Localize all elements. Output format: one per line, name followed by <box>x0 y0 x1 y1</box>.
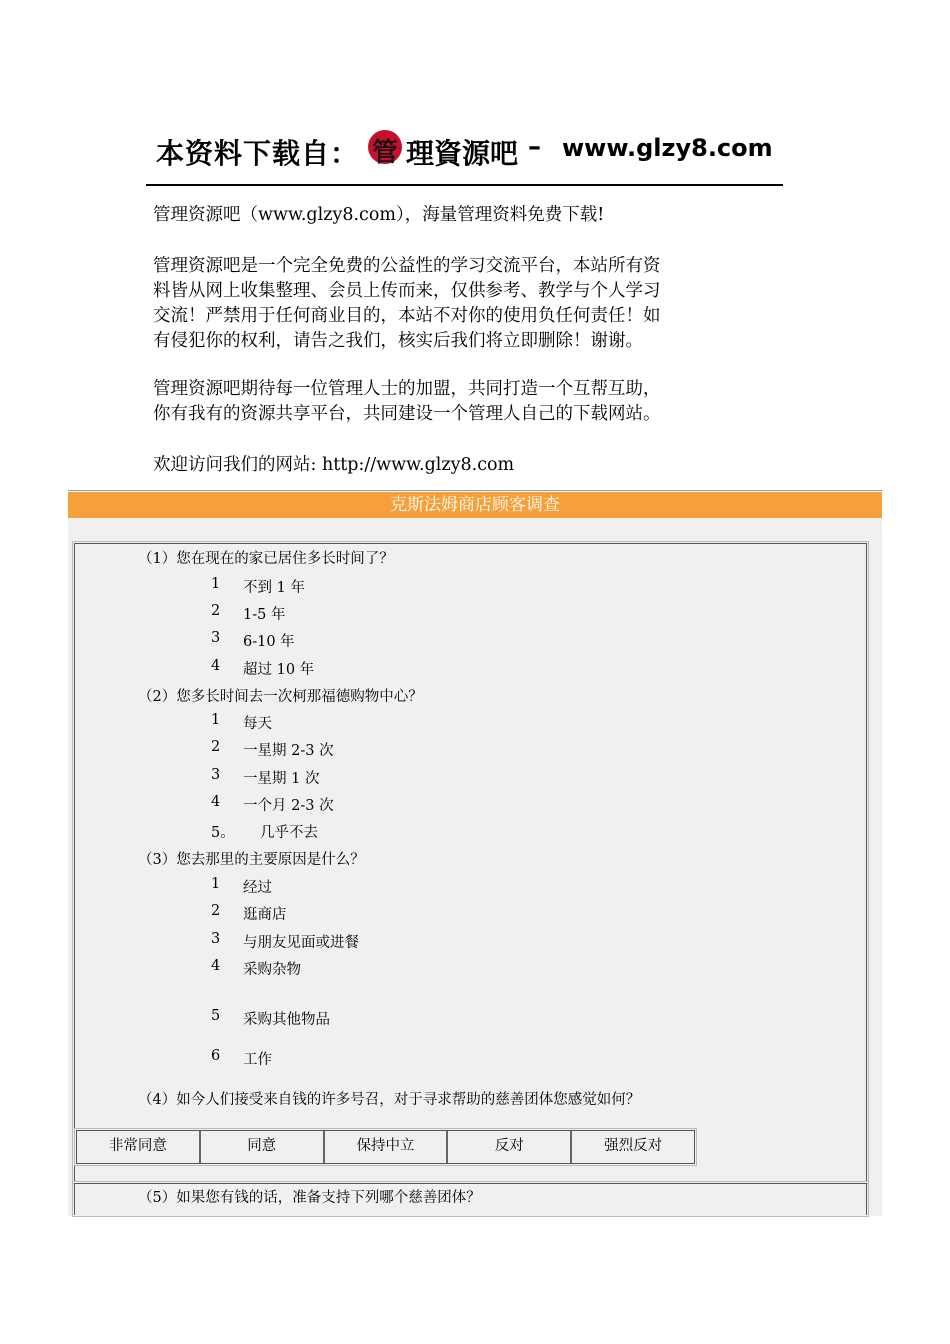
q2-option-label[interactable]: 每天 <box>243 716 272 732</box>
q1-option-label[interactable]: 6-10 年 <box>243 634 295 650</box>
q3-option-num: 4 <box>211 958 221 974</box>
question-2: （2）您多长时间去一次柯那福德购物中心？ <box>138 689 423 705</box>
q3-option-num: 3 <box>211 931 221 947</box>
scale-disagree[interactable]: 反对 <box>448 1131 572 1163</box>
question-4: （4）如今人们接受来自钱的许多号召，对于寻求帮助的慈善团体您感觉如何？ <box>138 1092 641 1108</box>
intro-p2-line: 料皆从网上收集整理、会员上传而来，仅供参考、教学与个人学习 <box>153 281 661 301</box>
q2-option-num: 5。 <box>211 825 235 841</box>
intro-p2-line: 有侵犯你的权利，请告之我们，核实后我们将立即删除！谢谢。 <box>153 331 643 351</box>
intro-p3-line: 你有我有的资源共享平台，共同建设一个管理人自己的下载网站。 <box>153 404 661 424</box>
header-divider <box>146 184 783 186</box>
q3-option-label[interactable]: 与朋友见面或进餐 <box>243 935 359 951</box>
q3-option-num: 5 <box>211 1008 221 1024</box>
q4-likert-scale <box>76 1130 695 1164</box>
q2-option-num: 2 <box>211 739 221 755</box>
q3-option-label[interactable]: 采购其他物品 <box>243 1012 330 1028</box>
question-5: （5）如果您有钱的话，准备支持下列哪个慈善团体？ <box>138 1190 481 1206</box>
survey-title: 克斯法姆商店顾客调查 <box>68 492 882 518</box>
q2-option-label[interactable]: 一星期 1 次 <box>243 771 320 787</box>
logo-circle-icon <box>368 130 402 168</box>
q1-option-num: 3 <box>211 630 221 646</box>
scale-agree[interactable]: 同意 <box>201 1131 325 1163</box>
q2-option-num: 4 <box>211 794 221 810</box>
survey-top-rule <box>68 490 882 491</box>
q3-option-label[interactable]: 采购杂物 <box>243 962 301 978</box>
q3-option-label[interactable]: 逛商店 <box>243 907 287 923</box>
download-banner <box>150 128 790 172</box>
q1-option-label[interactable]: 不到 1 年 <box>243 580 305 596</box>
q1-option-num: 1 <box>211 576 221 592</box>
q2-option-num: 3 <box>211 767 221 783</box>
question-1: （1）您在现在的家已居住多长时间了？ <box>138 551 394 567</box>
q3-option-label[interactable]: 经过 <box>243 880 272 896</box>
intro-paragraph-2 <box>153 254 661 354</box>
scale-strongly-disagree[interactable]: 强烈反对 <box>604 1138 663 1154</box>
banner-title: 本资料下载自： <box>156 137 360 170</box>
intro-p2-line: 管理资源吧是一个完全免费的公益性的学习交流平台，本站所有资 <box>153 256 661 276</box>
intro-welcome-line: 欢迎访问我们的网站: http://www.glzy8.com <box>153 455 515 475</box>
q2-option-num: 1 <box>211 712 221 728</box>
q2-option-label[interactable]: 一星期 2-3 次 <box>243 743 334 759</box>
q3-option-num: 2 <box>211 903 221 919</box>
intro-line-1: 管理资源吧（www.glzy8.com），海量管理资料免费下载! <box>153 205 605 225</box>
q1-option-num: 4 <box>211 658 221 674</box>
intro-p3-line: 管理资源吧期待每一位管理人士的加盟，共同打造一个互帮互助， <box>153 379 661 399</box>
q1-option-num: 2 <box>211 603 221 619</box>
q3-option-num: 1 <box>211 876 221 892</box>
scale-neutral[interactable]: 保持中立 <box>325 1131 449 1163</box>
q1-option-label[interactable]: 超过 10 年 <box>243 662 315 678</box>
q1-option-label[interactable]: 1-5 年 <box>243 607 286 623</box>
intro-p2-line: 交流！严禁用于任何商业目的，本站不对你的使用负任何责任！如 <box>153 306 661 326</box>
logo-char: 管 <box>371 138 398 168</box>
banner-brand: 理資源吧 <box>406 137 519 170</box>
q2-option-label[interactable]: 一个月 2-3 次 <box>243 798 334 814</box>
banner-dash: – <box>528 132 541 162</box>
q3-option-label[interactable]: 工作 <box>243 1052 272 1068</box>
scale-strongly-agree[interactable]: 非常同意 <box>77 1131 201 1163</box>
q3-option-num: 6 <box>211 1048 221 1064</box>
q2-option-label[interactable]: 几乎不去 <box>260 825 318 841</box>
banner-url[interactable]: www.glzy8.com <box>562 134 773 162</box>
intro-paragraph-3 <box>153 377 661 427</box>
question-3: （3）您去那里的主要原因是什么？ <box>138 852 365 868</box>
